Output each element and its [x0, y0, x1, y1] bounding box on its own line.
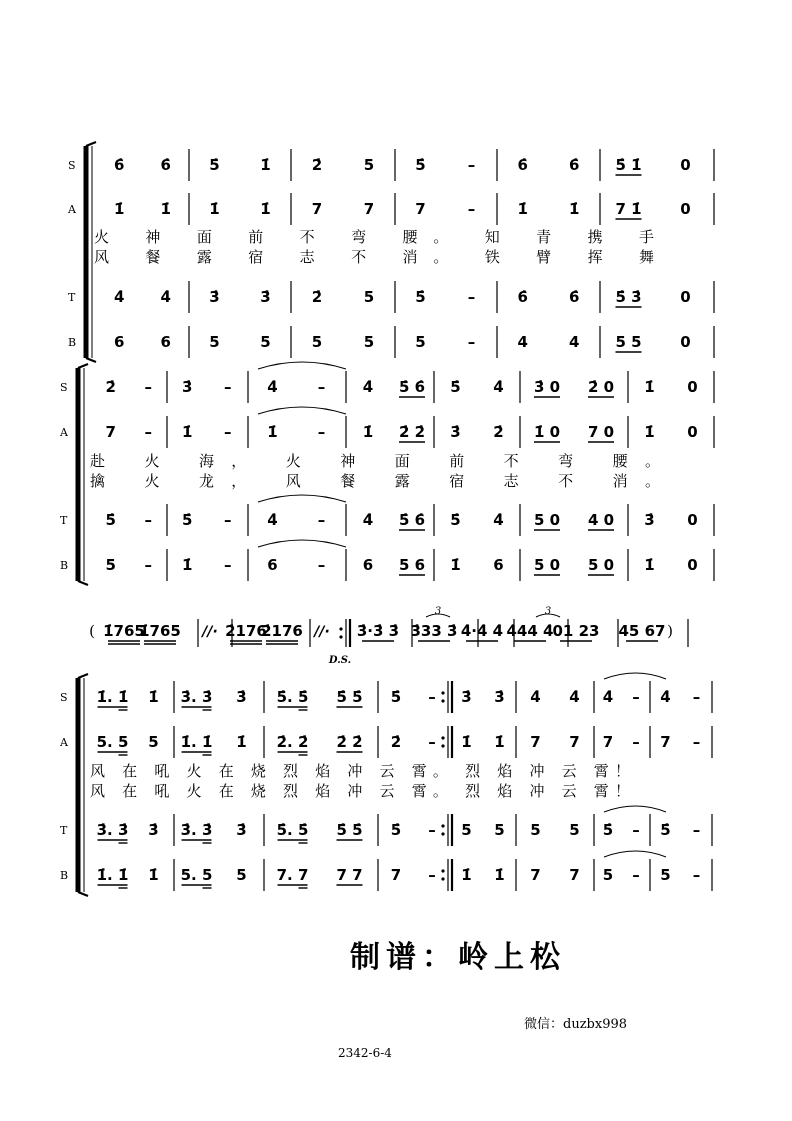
note: – — [317, 511, 326, 529]
note: 5 — [105, 556, 116, 574]
note: 3̇ — [236, 688, 247, 706]
note: – — [467, 333, 476, 351]
voice-label: S — [60, 381, 68, 394]
note: 0 — [687, 511, 698, 529]
note: 3̇. 3̇ — [180, 821, 213, 839]
voice-label: S — [60, 691, 68, 704]
voice-label: B — [60, 869, 69, 882]
note: 5 — [530, 821, 541, 839]
note: – — [428, 688, 436, 706]
note: – — [467, 156, 476, 174]
note: – — [317, 556, 326, 574]
note: 4̇ — [160, 288, 171, 306]
interlude-note: ) — [667, 622, 673, 640]
note: 6 — [114, 333, 125, 351]
bracket-hook-bottom — [78, 892, 88, 896]
note: – — [467, 200, 476, 218]
note: 5 0 — [533, 511, 561, 529]
lyric-line: 擒 火 龙， 风 餐 露 宿 志 不 消。 — [90, 472, 660, 490]
note: 1̇ — [494, 866, 505, 884]
note: 5̇ — [182, 511, 193, 529]
note: 5̇ — [450, 511, 461, 529]
note: 2̇ 0 — [587, 378, 615, 396]
note: 7 — [105, 423, 116, 441]
note: 1̇ — [461, 866, 472, 884]
note: 1̇ — [209, 200, 220, 218]
note: 5̇ — [660, 821, 671, 839]
note: 0 — [687, 556, 698, 574]
note: 5 0 — [533, 556, 561, 574]
interlude-note: 2̇176 — [225, 622, 267, 640]
note: 2̇ 2̇ — [398, 423, 426, 441]
note: – — [632, 866, 640, 884]
note: 5 0 — [587, 556, 615, 574]
voice-label: B — [60, 559, 69, 572]
note: 2̇ — [493, 423, 504, 441]
note: 1̇ — [644, 556, 655, 574]
note: 5 — [569, 821, 580, 839]
note: 7 7 — [336, 866, 363, 884]
note: 5 — [461, 821, 472, 839]
note: 1̇ — [114, 200, 125, 218]
note: 5̇ — [390, 688, 402, 706]
tie-slur — [604, 851, 666, 857]
note: 1̇ — [450, 556, 461, 574]
tie-slur — [258, 540, 346, 547]
note: 1̇ — [260, 200, 271, 218]
note: 1̇ — [236, 733, 247, 751]
interlude-note: 01 23 — [552, 622, 600, 640]
interlude-note: ( — [89, 622, 95, 640]
note: 1̇. 1̇ — [96, 688, 129, 706]
note: 1̇ — [644, 423, 655, 441]
repeat-dot — [441, 736, 444, 739]
tie-slur — [258, 495, 346, 502]
note: 1̇ — [569, 200, 580, 218]
note: 2̇ — [311, 156, 323, 174]
transcriber-credit: 制谱：岭上松 — [350, 940, 566, 975]
note: 5 — [209, 333, 220, 351]
voice-label: S — [68, 159, 76, 172]
repeat-dot — [441, 877, 444, 880]
note: 1̇ — [148, 688, 159, 706]
note: 5 — [363, 288, 375, 306]
note: – — [144, 511, 152, 529]
note: 4̇ — [267, 378, 278, 396]
note: 6 — [362, 556, 374, 574]
note: – — [224, 423, 232, 441]
note: – — [692, 821, 701, 839]
note: 1̇. 1̇ — [96, 866, 129, 884]
note: 1̇ — [461, 733, 472, 751]
interlude-note: 4̇·4̇ 4̇ — [460, 622, 504, 640]
note: 5̇ 1̇ — [615, 156, 642, 174]
note: – — [632, 821, 640, 839]
repeat-dot — [441, 824, 444, 827]
note: 0 — [680, 333, 691, 351]
triplet-mark: 3 — [544, 606, 552, 617]
repeat-dot — [339, 635, 342, 638]
note: 7. 7 — [276, 866, 309, 884]
note: 3̇ — [450, 423, 461, 441]
note: 2̇ 2̇ — [336, 733, 363, 751]
note: – — [224, 511, 232, 529]
tie-slur — [604, 806, 666, 812]
note: 6̇ — [114, 156, 125, 174]
note: – — [317, 423, 326, 441]
interlude-note: 4̇44 4̇ — [506, 622, 554, 640]
note: 6 — [493, 556, 504, 574]
repeat-dot — [441, 699, 444, 702]
note: 5 — [260, 333, 271, 351]
bracket-hook-top — [78, 364, 88, 368]
note: 3̇ — [236, 821, 247, 839]
triplet-mark: 3 — [434, 606, 442, 617]
interlude-note: 3̇·3̇ 3̇ — [356, 622, 400, 640]
note: 4̇ — [362, 511, 374, 529]
note: 3̇ — [182, 378, 193, 396]
note: 7 — [415, 200, 426, 218]
ds-marking: D.S. — [328, 655, 352, 666]
voice-label: B — [68, 336, 77, 349]
note: 3̇ 0 — [533, 378, 561, 396]
note: 5̇ — [105, 511, 116, 529]
note: 0 — [687, 423, 698, 441]
note: 1̇ — [362, 423, 374, 441]
note: 6 — [160, 333, 171, 351]
note: – — [632, 688, 640, 706]
note: 5̇ — [415, 288, 426, 306]
repeat-dot — [339, 627, 342, 630]
note: 7 — [569, 866, 580, 884]
lyric-line: 风 在 吼 火 在 烧 烈 焰 冲 云 霄。 烈 焰 冲 云 霄！ — [90, 782, 630, 800]
note: 1̇. 1̇ — [180, 733, 213, 751]
note: 3̇ — [494, 688, 505, 706]
note: 7 — [660, 733, 671, 751]
note: 7 — [530, 733, 541, 751]
note: – — [224, 556, 232, 574]
note: 5. 5 — [96, 733, 129, 751]
wechat-contact: 微信：duzbx998 — [524, 1017, 628, 1032]
note: 5 — [660, 866, 671, 884]
note: 5̇ 6̇ — [398, 378, 426, 396]
repeat-dot — [441, 691, 444, 694]
lyric-line: 赴 火 海， 火 神 面 前 不 弯 腰。 — [90, 452, 660, 470]
note: 0 — [687, 378, 698, 396]
voice-label: T — [60, 514, 68, 527]
voice-label: T — [60, 824, 68, 837]
note: 7 1̇ — [615, 200, 642, 218]
note: 7 — [311, 200, 323, 218]
note: 7 — [602, 733, 614, 751]
interlude-note: 1̇765 — [139, 622, 181, 640]
page-number: 2342-6-4 — [338, 1046, 392, 1060]
note: 6̇ — [517, 288, 528, 306]
note: 5 — [148, 733, 159, 751]
note: 1̇ 0 — [533, 423, 561, 441]
note: 4̇ — [267, 511, 278, 529]
note: 5 6 — [398, 556, 426, 574]
note: 1̇ — [260, 156, 271, 174]
voice-label: T — [68, 291, 76, 304]
bracket-hook-bottom — [86, 358, 96, 362]
note: – — [144, 378, 152, 396]
note: – — [144, 556, 152, 574]
note: 4 0 — [587, 511, 615, 529]
note: 1̇ — [182, 556, 193, 574]
tie-slur — [258, 407, 346, 414]
note: 7 — [569, 733, 580, 751]
note: – — [428, 866, 436, 884]
tie-slur — [604, 673, 666, 679]
note: 4̇ — [493, 511, 504, 529]
note: 3̇. 3̇ — [180, 688, 213, 706]
note: 1̇ — [148, 866, 159, 884]
note: 2̇ — [390, 733, 402, 751]
bracket-hook-bottom — [78, 581, 88, 585]
note: 5̇ — [602, 821, 614, 839]
note: 3̇ — [644, 511, 655, 529]
note: 5 — [415, 333, 426, 351]
note: 4̇ — [569, 688, 580, 706]
note: 4̇ — [530, 688, 541, 706]
note: 3̇. 3̇ — [96, 821, 129, 839]
note: – — [317, 378, 326, 396]
note: 6̇ — [160, 156, 171, 174]
note: 5̇. 5̇ — [276, 688, 309, 706]
note: 5 — [311, 333, 323, 351]
lyric-line: 风 在 吼 火 在 烧 烈 焰 冲 云 霄。 烈 焰 冲 云 霄！ — [90, 762, 630, 780]
note: 3̇ — [148, 821, 159, 839]
voice-label: A — [68, 203, 76, 216]
repeat-measure-sign: //· — [202, 624, 218, 640]
note: – — [428, 821, 436, 839]
note: 4̇ — [660, 688, 671, 706]
note: 4 — [517, 333, 528, 351]
note: 5̇ 6̇ — [398, 511, 426, 529]
note: 4̇ — [493, 378, 504, 396]
note: 6 — [267, 556, 278, 574]
note: 4̇ — [602, 688, 614, 706]
note: 2̇. 2̇ — [276, 733, 309, 751]
note: 7 0 — [587, 423, 615, 441]
note: – — [467, 288, 476, 306]
note: 5̇ 5̇ — [336, 821, 363, 839]
voice-label: A — [60, 736, 68, 749]
note: 2̇ — [105, 378, 116, 396]
note: 3̇ — [209, 288, 220, 306]
note: – — [692, 688, 701, 706]
note: 3̇ — [461, 688, 472, 706]
note: 4̇ — [362, 378, 374, 396]
note: 7 — [390, 866, 402, 884]
note: 5̇. 5̇ — [276, 821, 309, 839]
note: – — [144, 423, 152, 441]
note: 1̇ — [644, 378, 655, 396]
note: 2̇ — [311, 288, 323, 306]
note: 6̇ — [517, 156, 528, 174]
note: 4̇ — [114, 288, 125, 306]
tie-slur — [258, 362, 346, 369]
note: – — [692, 866, 701, 884]
note: – — [428, 733, 436, 751]
note: 5̇ 3̇ — [615, 288, 642, 306]
repeat-measure-sign: //· — [314, 624, 330, 640]
note: 1̇ — [494, 733, 505, 751]
note: 5 — [363, 333, 375, 351]
note: 5̇ — [390, 821, 402, 839]
note: 6̇ — [569, 156, 580, 174]
bracket-hook-top — [78, 674, 88, 678]
note: 0 — [680, 156, 691, 174]
interlude-note: 2̇176 — [261, 622, 303, 640]
repeat-dot — [441, 869, 444, 872]
lyric-line: 风 餐 露 宿 志 不 消。 铁 臂 挥 舞 — [94, 248, 654, 266]
note: – — [224, 378, 232, 396]
note: 5 5 — [615, 333, 642, 351]
note: 5. 5 — [180, 866, 213, 884]
note: 1̇ — [160, 200, 171, 218]
interlude-note: 1̇765 — [103, 622, 145, 640]
note: 5̇ 5̇ — [336, 688, 363, 706]
interlude-note: 45 67 — [618, 622, 666, 640]
note: 5̇ — [209, 156, 220, 174]
interlude-note: 3̇33 3̇ — [410, 622, 458, 640]
note: – — [632, 733, 640, 751]
lyric-line: 火 神 面 前 不 弯 腰。 知 青 携 手 — [94, 228, 654, 246]
note: 7 — [363, 200, 375, 218]
note: 4 — [569, 333, 580, 351]
note: 1̇ — [267, 423, 278, 441]
note: 0 — [680, 288, 691, 306]
note: 6̇ — [569, 288, 580, 306]
voice-label: A — [60, 426, 68, 439]
note: 5̇ — [415, 156, 426, 174]
note: 5̇ — [450, 378, 461, 396]
note: 1̇ — [182, 423, 193, 441]
note: 5 — [363, 156, 375, 174]
repeat-dot — [441, 832, 444, 835]
repeat-dot — [441, 744, 444, 747]
note: 3̇ — [260, 288, 271, 306]
note: 1̇ — [517, 200, 528, 218]
note: 5 — [494, 821, 505, 839]
bracket-hook-top — [86, 142, 96, 146]
note: 5 — [236, 866, 247, 884]
note: 5 — [602, 866, 614, 884]
note: 7 — [530, 866, 541, 884]
note: 0 — [680, 200, 691, 218]
note: – — [692, 733, 701, 751]
